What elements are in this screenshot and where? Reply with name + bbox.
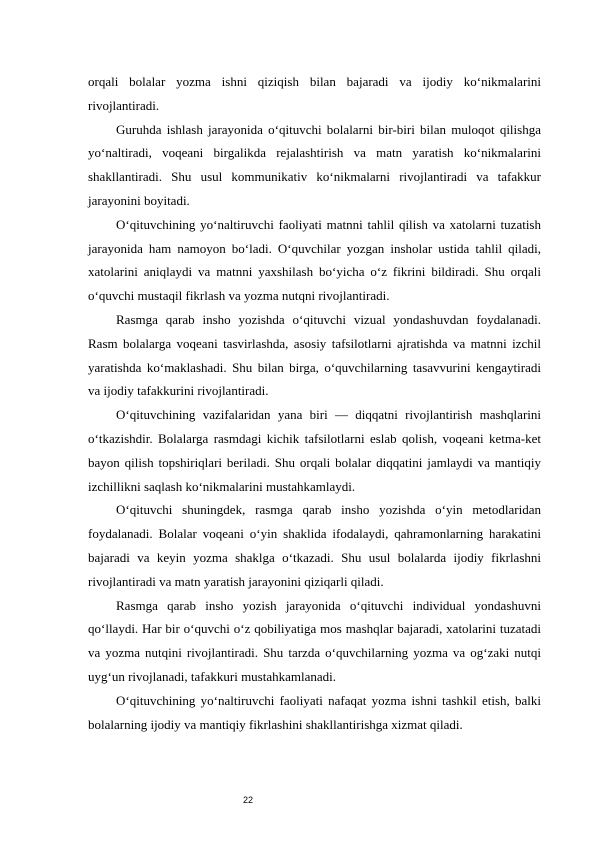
paragraph: O‘qituvchining yo‘naltiruvchi faoliyati nafaqat yozma ishni tashkil etish, balki bolalarning ijodiy va mantiqiy fikrlashini shakllantirishga xizmat qiladi. — [88, 692, 541, 732]
paragraph: Rasmga qarab insho yozishda o‘qituvchi vizual yondashuvdan foydalanadi. Rasm bolalarga voqeani tasvirlashda, asosiy tafsilotlarni ajratishda va matnni izchil yaratishda ko‘maklashadi. Shu bilan birga, o‘quvchilarning tasavvurini kengaytiradi va ijodiy tafakkurini rivojlantiradi. — [88, 311, 541, 399]
page-number: 22 — [243, 795, 254, 805]
paragraph-continued: orqali bolalar yozma ishni qiziqish bilan bajaradi va ijodiy ko‘nikmalarini rivojlantiradi. — [88, 74, 541, 113]
paragraph: Rasmga qarab insho yozish jarayonida o‘qituvchi individual yondashuvni qo‘llaydi. Har bir o‘quvchi o‘z qobiliyatiga mos mashqlar bajaradi, xatolarini tuzatadi va yozma nutqini rivojlantiradi. Shu tarzda o‘quvchilarning yozma va og‘zaki nutqi uyg‘un rivojlanadi, tafakkuri mustahkamlanadi. — [88, 597, 541, 684]
document-body — [88, 70, 541, 736]
paragraph: O‘qituvchining yo‘naltiruvchi faoliyati matnni tahlil qilish va xatolarni tuzatish jarayonida ham namoyon bo‘ladi. O‘quvchilar yozgan insholar ustida tahlil qiladi, xatolarini aniqlaydi va matnni yaxshilash bo‘yicha o‘z fikrini bildiradi. Shu orqali o‘quvchi mustaqil fikrlash va yozma nutqni rivojlantiradi. — [88, 216, 541, 304]
paragraph: O‘qituvchi shuningdek, rasmga qarab insho yozishda o‘yin metodlaridan foydalanadi. Bolalar voqeani o‘yin shaklida ifodalaydi, qahramonlarning harakatini bajaradi va keyin yozma shaklga o‘tkazadi. Shu usul bolalarda ijodiy fikrlashni rivojlantiradi va matn yaratish jarayonini qiziqarli qiladi. — [88, 502, 541, 589]
paragraph: O‘qituvchining vazifalaridan yana biri — diqqatni rivojlantirish mashqlarini o‘tkazishdir. Bolalarga rasmdagi kichik tafsilotlarni eslab qolish, voqeani ketma-ket bayon qilish topshiriqlari beriladi. Shu orqali bolalar diqqatini jamlaydi va mantiqiy izchillikni saqlash ko‘nikmalarini mustahkamlaydi. — [88, 407, 541, 494]
paragraph: Guruhda ishlash jarayonida o‘qituvchi bolalarni bir-biri bilan muloqot qilishga yo‘naltiradi, voqeani birgalikda rejalashtirish va matn yaratish ko‘nikmalarini shakllantiradi. Shu usul kommunikativ ko‘nikmalarni rivojlantiradi va tafakkur jarayonini boyitadi. — [88, 121, 541, 208]
